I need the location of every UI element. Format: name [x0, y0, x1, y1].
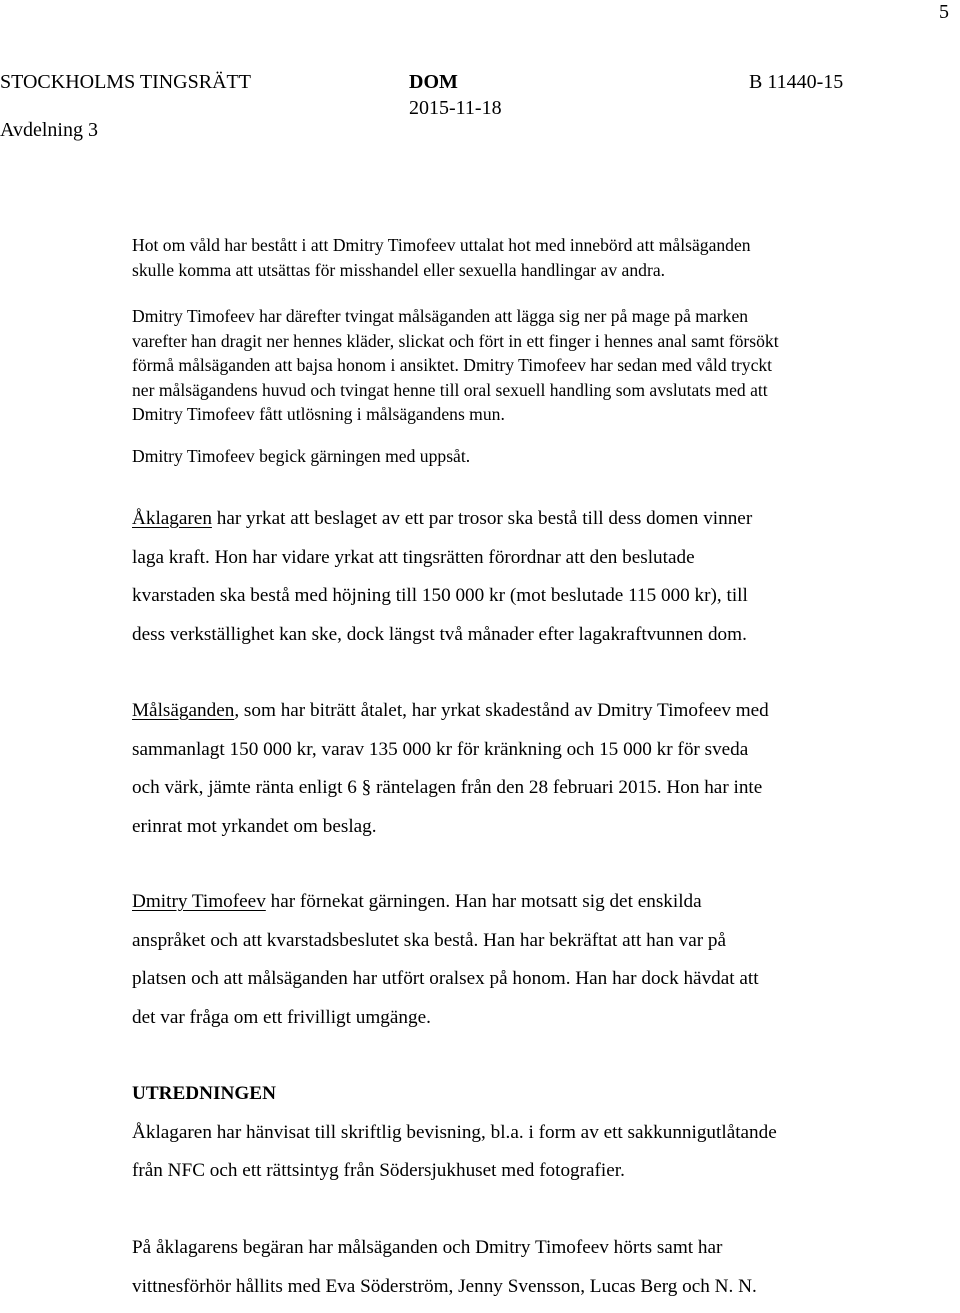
- text-line: Hot om våld har bestått i att Dmitry Timofeev uttalat hot med innebörd att målsäganden: [132, 233, 892, 258]
- paragraph-threat: [132, 233, 892, 282]
- text-line: förmå målsäganden att bajsa honom i ansiktet. Dmitry Timofeev har sedan med våld tryckt: [132, 353, 892, 378]
- text-fragment: har yrkat att beslaget av ett par trosor ska bestå till dess domen vinner: [212, 508, 752, 529]
- text-line: ner målsägandens huvud och tvingat henne till oral sexuell handling som avslutats med att: [132, 378, 892, 403]
- paragraph-intent: [132, 444, 892, 469]
- text-line: anspråket och att kvarstadsbeslutet ska bestå. Han har bekräftat att han var på: [132, 929, 892, 968]
- paragraph-prosecutor-claim: [132, 507, 892, 661]
- text-fragment: , som har biträtt åtalet, har yrkat skadestånd av Dmitry Timofeev med: [234, 700, 768, 721]
- party-label-prosecutor: Åklagaren: [132, 508, 212, 529]
- court-name: STOCKHOLMS TINGSRÄTT: [0, 70, 251, 94]
- text-line: Dmitry Timofeev begick gärningen med uppsåt.: [132, 444, 892, 469]
- paragraph-acts: [132, 304, 892, 427]
- text-line: [132, 699, 892, 738]
- text-fragment: har förnekat gärningen. Han har motsatt sig det enskilda: [266, 891, 702, 912]
- text-line: från NFC och ett rättsintyg från Södersjukhuset med fotografier.: [132, 1159, 892, 1198]
- paragraph-victim-claim: [132, 699, 892, 853]
- text-line: det var fråga om ett frivilligt umgänge.: [132, 1006, 892, 1045]
- document-type: DOM: [409, 70, 458, 94]
- text-line: På åklagarens begäran har målsäganden och Dmitry Timofeev hörts samt har: [132, 1236, 892, 1275]
- text-line: erinrat mot yrkandet om beslag.: [132, 815, 892, 854]
- party-label-victim: Målsäganden: [132, 700, 234, 721]
- section-investigation: [132, 1082, 892, 1198]
- text-line: skulle komma att utsättas för misshandel eller sexuella handlingar av andra.: [132, 258, 892, 283]
- text-line: kvarstaden ska bestå med höjning till 150 000 kr (mot beslutade 115 000 kr), till: [132, 584, 892, 623]
- text-line: sammanlagt 150 000 kr, varav 135 000 kr för kränkning och 15 000 kr för sveda: [132, 738, 892, 777]
- text-line: [132, 890, 892, 929]
- text-line: Dmitry Timofeev fått utlösning i målsägandens mun.: [132, 402, 892, 427]
- text-line: Dmitry Timofeev har därefter tvingat målsäganden att lägga sig ner på mage på marken: [132, 304, 892, 329]
- paragraph-defendant-position: [132, 890, 892, 1044]
- text-line: laga kraft. Hon har vidare yrkat att tingsrätten förordnar att den beslutade: [132, 546, 892, 585]
- text-line: Åklagaren har hänvisat till skriftlig bevisning, bl.a. i form av ett sakkunnigutlåtande: [132, 1121, 892, 1160]
- document-date: 2015-11-18: [409, 96, 502, 120]
- page-number: 5: [939, 0, 949, 24]
- court-division: Avdelning 3: [0, 118, 98, 142]
- paragraph-hearings: [132, 1236, 892, 1313]
- party-label-defendant: Dmitry Timofeev: [132, 891, 266, 912]
- text-line: och värk, jämte ränta enligt 6 § räntelagen från den 28 februari 2015. Hon har inte: [132, 776, 892, 815]
- text-line: varefter han dragit ner hennes kläder, slickat och fört in ett finger i hennes anal samt försökt: [132, 329, 892, 354]
- text-line: platsen och att målsäganden har utfört oralsex på honom. Han har dock hävdat att: [132, 967, 892, 1006]
- case-number: B 11440-15: [749, 70, 843, 94]
- text-line: vittnesförhör hållits med Eva Söderström, Jenny Svensson, Lucas Berg och N. N.: [132, 1275, 892, 1313]
- section-heading: UTREDNINGEN: [132, 1082, 892, 1121]
- text-line: dess verkställighet kan ske, dock längst två månader efter lagakraftvunnen dom.: [132, 623, 892, 662]
- text-line: [132, 507, 892, 546]
